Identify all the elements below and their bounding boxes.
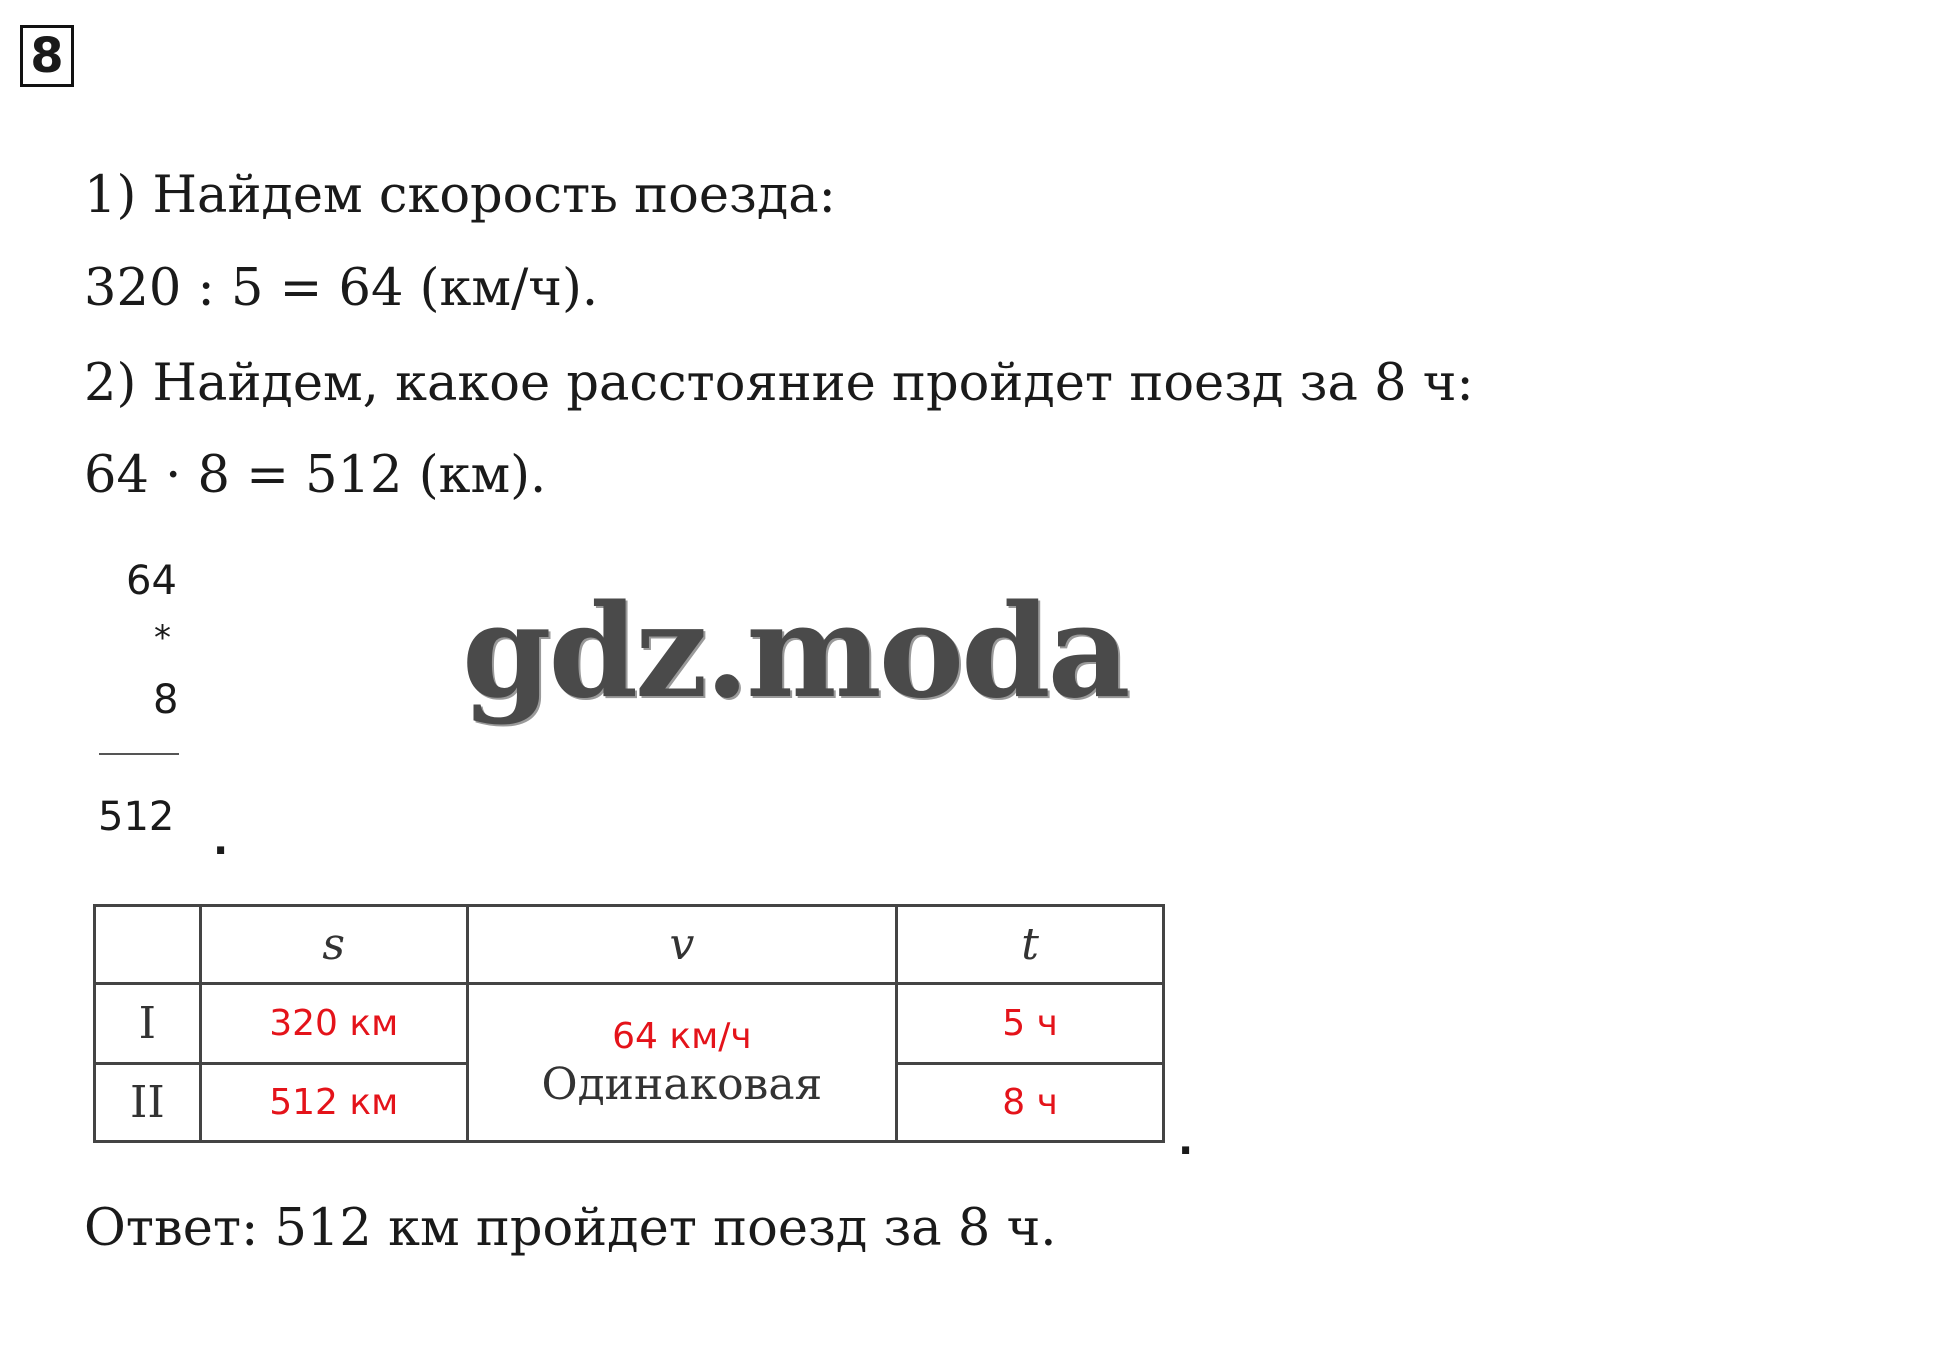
calc-operator: *	[154, 618, 171, 658]
motion-table	[93, 904, 1165, 1143]
step1-text: 1) Найдем скорость поезда:	[84, 166, 836, 225]
step1-expression: 320 : 5 = 64 (км/ч).	[84, 259, 599, 318]
header-empty	[95, 906, 201, 984]
header-t: t	[897, 906, 1164, 984]
calc-divider	[99, 753, 179, 755]
watermark: gdz.moda	[462, 577, 1128, 727]
speed-value: 64 км/ч	[612, 1015, 752, 1057]
step2-expression: 64 · 8 = 512 (км).	[84, 446, 547, 505]
row-label-2: II	[95, 1064, 201, 1142]
calc-end-dot: .	[213, 818, 229, 864]
row2-distance: 512 км	[200, 1064, 467, 1142]
speed-cell	[467, 984, 896, 1142]
row1-distance: 320 км	[200, 984, 467, 1064]
row1-time: 5 ч	[897, 984, 1164, 1064]
header-s: s	[200, 906, 467, 984]
table-end-dot: .	[1178, 1118, 1194, 1164]
calc-bottom-number: 8	[153, 677, 179, 723]
row2-time: 8 ч	[897, 1064, 1164, 1142]
calc-top-number: 64	[126, 558, 177, 604]
calc-result: 512	[98, 794, 175, 840]
row-label-1: I	[95, 984, 201, 1064]
header-v: v	[467, 906, 896, 984]
speed-note: Одинаковая	[541, 1058, 823, 1110]
answer-text: Ответ: 512 км пройдет поезд за 8 ч.	[84, 1199, 1057, 1258]
task-number: 8	[20, 25, 74, 87]
step2-text: 2) Найдем, какое расстояние пройдет поезд за 8 ч:	[84, 354, 1474, 413]
